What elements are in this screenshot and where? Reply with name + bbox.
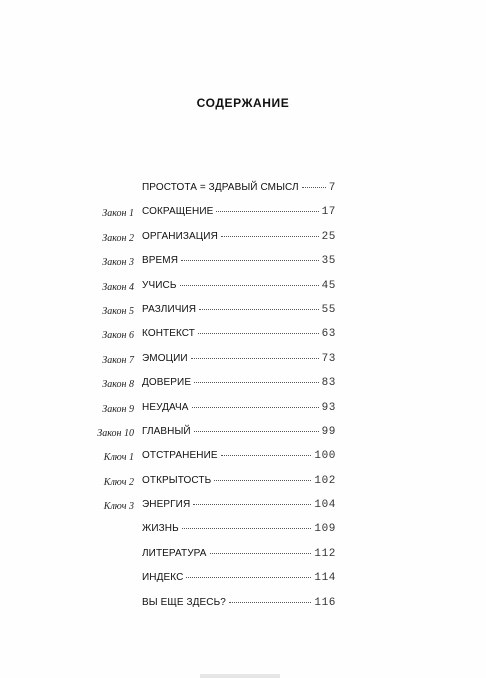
toc-entry-page-number: 102 — [314, 474, 336, 487]
toc-entry-title: ЛИТЕРАТУРА — [142, 547, 207, 559]
toc-entry-title: ГЛАВНЫЙ — [142, 425, 191, 437]
toc-entry[interactable] — [0, 276, 486, 300]
toc-entry-page-number: 112 — [314, 547, 336, 560]
toc-entry[interactable] — [0, 568, 486, 592]
toc-entry-page-number: 7 — [328, 182, 336, 194]
toc-entry[interactable] — [0, 202, 486, 226]
dot-leader — [192, 407, 319, 408]
dot-leader — [210, 553, 312, 554]
dot-leader — [216, 211, 318, 212]
dot-leader — [221, 236, 319, 237]
toc-entry[interactable] — [0, 495, 486, 519]
toc-entry[interactable] — [0, 373, 486, 397]
toc-entry-page-number: 109 — [314, 523, 336, 536]
toc-entry-title: ОТКРЫТОСТЬ — [142, 474, 212, 486]
toc-entry-label: Закон 8 — [102, 379, 134, 391]
toc-entry-label: Закон 9 — [102, 403, 134, 415]
toc-entry-title: НЕУДАЧА — [142, 401, 189, 413]
toc-entry[interactable] — [0, 349, 486, 373]
toc-entry[interactable] — [0, 324, 486, 348]
toc-entry-page-number: 63 — [321, 328, 336, 341]
toc-entry-title: ПРОСТОТА = ЗДРАВЫЙ СМЫСЛ — [142, 182, 299, 193]
toc-entry-title: ЖИЗНЬ — [142, 523, 179, 535]
dot-leader — [221, 455, 312, 456]
toc-entry-page-number: 104 — [314, 499, 336, 512]
toc-entry-page-number: 45 — [321, 279, 336, 292]
toc-entry[interactable] — [0, 593, 486, 617]
toc-entry[interactable] — [0, 422, 486, 446]
toc-entry-label: Ключ 3 — [103, 501, 134, 513]
toc-entry-label: Закон 10 — [97, 427, 134, 439]
toc-entry[interactable] — [0, 544, 486, 568]
toc-entry-title: ИНДЕКС — [142, 572, 184, 584]
toc-entry-label: Закон 7 — [102, 354, 134, 366]
toc-entry-page-number: 73 — [321, 352, 336, 365]
toc-entry-title: УЧИСЬ — [142, 279, 177, 291]
dot-leader — [198, 333, 319, 334]
dot-leader — [229, 602, 311, 603]
toc-entry-title: ЭНЕРГИЯ — [142, 499, 191, 511]
table-of-contents — [0, 178, 486, 617]
toc-entry-label: Закон 3 — [102, 257, 134, 269]
page-bottom-edge — [200, 674, 280, 678]
toc-entry-title: ВЫ ЕЩЕ ЗДЕСЬ? — [142, 596, 226, 608]
page-title: СОДЕРЖАНИЕ — [196, 96, 290, 110]
dot-leader — [180, 285, 319, 286]
toc-entry-page-number: 100 — [314, 450, 336, 463]
toc-entry[interactable] — [0, 300, 486, 324]
toc-entry-page-number: 17 — [321, 206, 336, 219]
toc-entry-label: Ключ 2 — [103, 476, 134, 488]
toc-entry-label: Закон 5 — [102, 305, 134, 317]
toc-entry-title: КОНТЕКСТ — [142, 328, 196, 340]
toc-entry[interactable] — [0, 398, 486, 422]
toc-entry-title: ОТСТРАНЕНИЕ — [142, 450, 218, 462]
toc-entry-page-number: 35 — [321, 255, 336, 268]
toc-entry-title: ОРГАНИЗАЦИЯ — [142, 230, 218, 242]
toc-entry[interactable] — [0, 227, 486, 251]
dot-leader — [191, 358, 319, 359]
toc-entry[interactable] — [0, 446, 486, 470]
toc-entry[interactable] — [0, 178, 486, 202]
toc-entry-label: Закон 4 — [102, 281, 134, 293]
toc-entry[interactable] — [0, 251, 486, 275]
toc-entry-label: Ключ 1 — [103, 452, 134, 464]
dot-leader — [193, 504, 311, 505]
toc-entry-page-number: 116 — [314, 596, 336, 609]
dot-leader — [186, 577, 311, 578]
toc-entry-page-number: 83 — [321, 377, 336, 390]
toc-entry-title: ВРЕМЯ — [142, 255, 179, 267]
dot-leader — [194, 382, 318, 383]
toc-entry-title: РАЗЛИЧИЯ — [142, 303, 197, 315]
dot-leader — [181, 260, 319, 261]
toc-entry[interactable] — [0, 471, 486, 495]
toc-entry-page-number: 114 — [314, 572, 336, 585]
dot-leader — [302, 187, 326, 188]
toc-entry[interactable] — [0, 519, 486, 543]
toc-entry-title: ДОВЕРИЕ — [142, 377, 192, 389]
toc-entry-page-number: 55 — [321, 303, 336, 316]
toc-entry-label: Закон 6 — [102, 330, 134, 342]
toc-entry-page-number: 25 — [321, 230, 336, 243]
toc-entry-label: Закон 2 — [102, 232, 134, 244]
toc-entry-title: ЭМОЦИИ — [142, 352, 188, 364]
toc-entry-page-number: 93 — [321, 401, 336, 414]
dot-leader — [194, 431, 319, 432]
toc-entry-page-number: 99 — [321, 425, 336, 438]
dot-leader — [182, 528, 312, 529]
dot-leader — [199, 309, 318, 310]
toc-entry-label: Закон 1 — [102, 208, 134, 220]
toc-entry-title: СОКРАЩЕНИЕ — [142, 206, 214, 218]
dot-leader — [214, 480, 311, 481]
